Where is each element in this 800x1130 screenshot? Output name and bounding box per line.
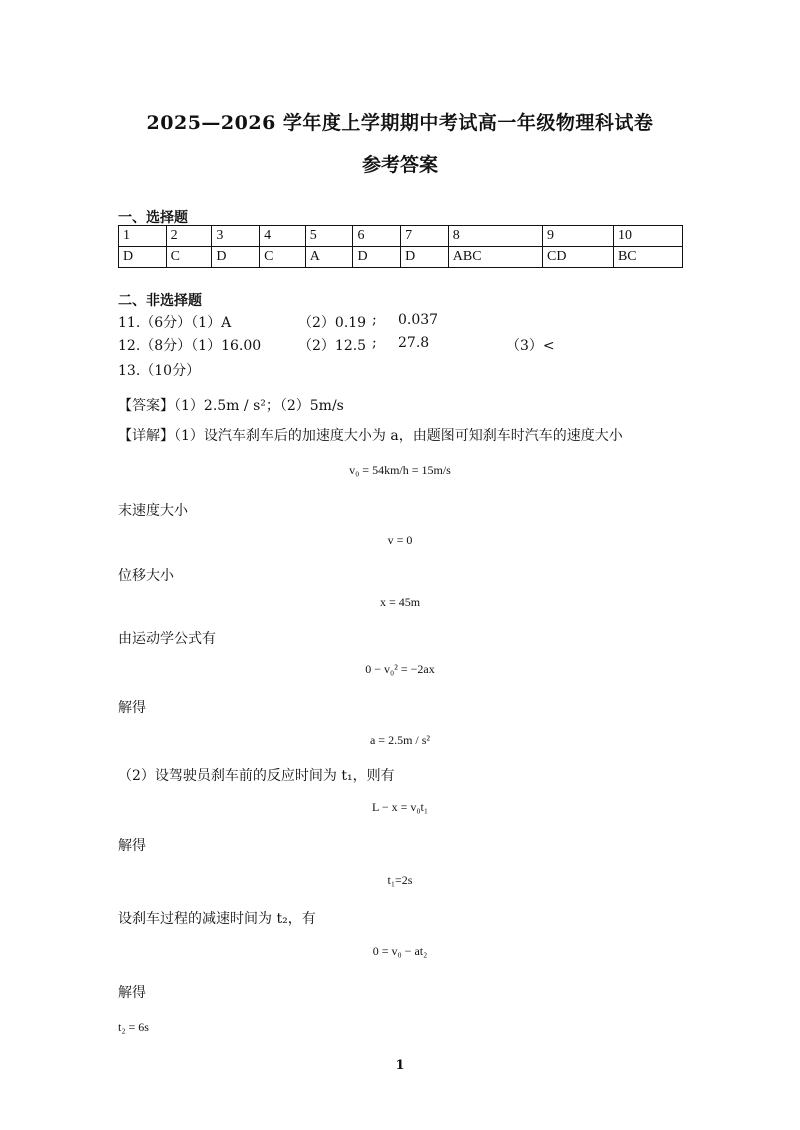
table-cell-number: 6 [353,226,401,247]
q11-line [118,312,231,332]
table-cell-number: 3 [212,226,260,247]
equation-kinematics: 0 − v₀² = −2ax [365,662,435,676]
text-solve-3: 解得 [118,985,146,1001]
q12-part2: （2）12.5 [298,338,367,354]
q12-line [118,335,261,355]
equation-reaction: L − x = v₀t₁ [371,800,429,814]
equation-deceleration: 0 = v₀ − at₂ [372,944,428,958]
answer-line: 【答案】（1）2.5m / s²；（2）5m/s [118,398,344,414]
q12-part3: （3）< [506,338,555,354]
table-cell-number: 8 [448,226,542,247]
page-subtitle: 参考答案 [361,154,438,176]
table-cell-number: 2 [166,226,212,247]
section-heading-choice: 一、选择题 [118,210,188,226]
q12-head: 12.（8分）（1）16.00 [118,338,262,354]
text-displacement: 位移大小 [118,568,174,584]
text-solve-2: 解得 [118,838,146,854]
table-cell-answer: C [166,247,212,268]
equation-final-velocity: v = 0 [387,533,413,547]
table-cell-answer: A [305,247,353,268]
q11-separator: ; [372,312,377,328]
answer-table [118,225,683,268]
q11-value2: 0.037 [398,312,439,328]
equation-t1: t₁=2s [387,873,413,887]
text-final-speed: 末速度大小 [118,503,188,519]
section-heading-nonchoice: 二、非选择题 [118,293,202,309]
page-title: 2025—2026 学年度上学期期中考试高一年级物理科试卷 [146,112,654,134]
table-cell-answer: BC [613,247,682,268]
equation-acceleration: a = 2.5m / s² [369,733,431,747]
text-kinematics: 由运动学公式有 [118,631,216,647]
text-part-2: （2）设驾驶员刹车前的反应时间为 t₁，则有 [118,768,395,784]
table-cell-answer: C [260,247,306,268]
text-deceleration: 设刹车过程的减速时间为 t₂，有 [118,911,316,927]
equation-displacement: x = 45m [379,595,421,609]
table-cell-number: 1 [119,226,167,247]
table-cell-answer: D [401,247,449,268]
q12-value2: 27.8 [398,335,430,351]
answer-table-number-row [119,226,683,247]
table-cell-number: 4 [260,226,306,247]
text-solve-1: 解得 [118,700,146,716]
table-cell-number: 5 [305,226,353,247]
detail-line: 【详解】（1）设汽车刹车后的加速度大小为 a，由题图可知刹车时汽车的速度大小 [118,428,623,444]
table-cell-answer: D [212,247,260,268]
table-cell-answer: ABC [448,247,542,268]
answer-table-answer-row [119,247,683,268]
table-cell-answer: D [119,247,167,268]
q13-head: 13.（10分） [118,363,201,379]
table-cell-answer: CD [543,247,614,268]
table-cell-answer: D [353,247,401,268]
q12-separator: ; [372,335,377,351]
q11-head: 11.（6分）（1）A [118,315,232,331]
q11-part2: （2）0.19 [298,315,367,331]
equation-t2: t₂ = 6s [118,1020,149,1034]
page-number: 1 [395,1058,405,1073]
table-cell-number: 9 [543,226,614,247]
table-cell-number: 10 [613,226,682,247]
equation-initial-velocity: v₀ = 54km/h = 15m/s [349,463,451,477]
table-cell-number: 7 [401,226,449,247]
